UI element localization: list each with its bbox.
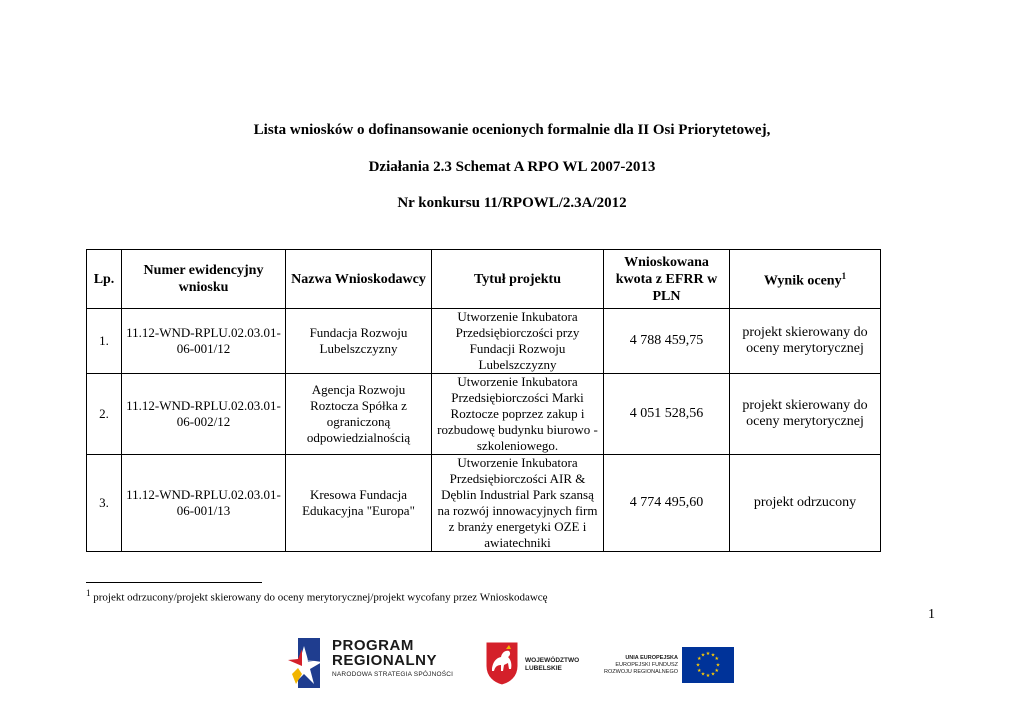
footnote [86, 588, 548, 604]
eu-line3: ROZWOJU REGIONALNEGO [604, 669, 678, 675]
wojewodztwo-lubelskie-logo [484, 640, 594, 690]
column-header-wynik [730, 250, 881, 309]
cell-lp: 2. [87, 374, 122, 455]
cell-tytul: Utworzenie Inkubatora Przedsiębiorczości przy Fundacji Rozwoju Lubelszczyzny [432, 309, 604, 374]
table-header-row [87, 250, 881, 309]
table-row [87, 309, 881, 374]
column-header-kwota: Wnioskowana kwota z EFRR w PLN [604, 250, 730, 309]
program-regionalny-line3: NARODOWA STRATEGIA SPÓJNOŚCI [332, 671, 454, 678]
footnote-marker: 1 [841, 271, 847, 282]
footnote-divider [86, 582, 262, 583]
wojewodztwo-line1: WOJEWÓDZTWO [525, 657, 580, 664]
cell-lp: 3. [87, 455, 122, 552]
cell-kwota: 4 788 459,75 [604, 309, 730, 374]
column-header-lp: Lp. [87, 250, 122, 309]
page-number: 1 [928, 607, 935, 622]
cell-wynik: projekt odrzucony [730, 455, 881, 552]
cell-wynik: projekt skierowany do oceny merytorycznej [730, 309, 881, 374]
svg-text:★: ★ [697, 668, 702, 674]
cell-nazwa: Kresowa Fundacja Edukacyjna "Europa" [286, 455, 432, 552]
column-header-tytul: Tytuł projektu [432, 250, 604, 309]
footnote-text: projekt odrzucony/projekt skierowany do oceny merytorycznej/projekt wycofany przez Wnioskodawcę [93, 591, 548, 604]
cell-kwota: 4 774 495,60 [604, 455, 730, 552]
table-row [87, 374, 881, 455]
applications-table [86, 249, 881, 552]
cell-numer: 11.12-WND-RPLU.02.03.01-06-002/12 [122, 374, 286, 455]
eu-line1: UNIA EUROPEJSKA [625, 655, 678, 661]
svg-text:★: ★ [714, 656, 719, 662]
cell-lp: 1. [87, 309, 122, 374]
cell-wynik: projekt skierowany do oceny merytorycznej [730, 374, 881, 455]
column-header-wynik-label: Wynik oceny [763, 273, 842, 289]
eu-logo [598, 645, 738, 687]
program-regionalny-star-icon [284, 634, 328, 692]
svg-text:★: ★ [714, 668, 719, 674]
cell-tytul: Utworzenie Inkubatora Przedsiębiorczości Marki Roztocze poprzez zakup i rozbudowę budynku biurowo - szkoleniowego. [432, 374, 604, 455]
document-title-line-3: Nr konkursu 11/RPOWL/2.3A/2012 [397, 195, 627, 211]
svg-text:★: ★ [710, 652, 716, 659]
eu-line2: EUROPEJSKI FUNDUSZ [615, 662, 678, 668]
document-title-line-1: Lista wniosków o dofinansowanie ocenionych formalnie dla II Osi Priorytetowej, [253, 122, 771, 138]
column-header-nazwa: Nazwa Wnioskodawcy [286, 250, 432, 309]
svg-text:★: ★ [705, 651, 711, 657]
svg-text:★: ★ [705, 673, 711, 679]
cell-nazwa: Fundacja Rozwoju Lubelszczyzny [286, 309, 432, 374]
lubelskie-coat-of-arms-icon [484, 640, 520, 686]
table-row [87, 455, 881, 552]
program-regionalny-line1: PROGRAM [332, 637, 414, 654]
cell-numer: 11.12-WND-RPLU.02.03.01-06-001/13 [122, 455, 286, 552]
svg-text:★: ★ [700, 671, 706, 678]
footnote-number: 1 [86, 588, 91, 598]
eu-flag-icon [682, 647, 734, 683]
cell-numer: 11.12-WND-RPLU.02.03.01-06-001/12 [122, 309, 286, 374]
svg-text:★: ★ [710, 671, 716, 678]
cell-tytul: Utworzenie Inkubatora Przedsiębiorczości AIR & Dęblin Industrial Park szansą na rozwój innowacyjnych firm z branży energetyki OZE i awiatechniki [432, 455, 604, 552]
column-header-numer: Numer ewidencyjny wniosku [122, 250, 286, 309]
wojewodztwo-line2: LUBELSKIE [525, 665, 562, 672]
cell-nazwa: Agencja Rozwoju Roztocza Spółka z ograniczoną odpowiedzialnością [286, 374, 432, 455]
program-regionalny-line2: REGIONALNY [332, 652, 438, 669]
cell-kwota: 4 051 528,56 [604, 374, 730, 455]
svg-text:★: ★ [700, 652, 706, 659]
document-title-line-2: Działania 2.3 Schemat A RPO WL 2007-2013 [368, 159, 656, 175]
svg-text:★: ★ [695, 662, 701, 669]
program-regionalny-logo [284, 634, 474, 694]
svg-text:★: ★ [715, 662, 721, 669]
svg-text:★: ★ [697, 656, 702, 662]
